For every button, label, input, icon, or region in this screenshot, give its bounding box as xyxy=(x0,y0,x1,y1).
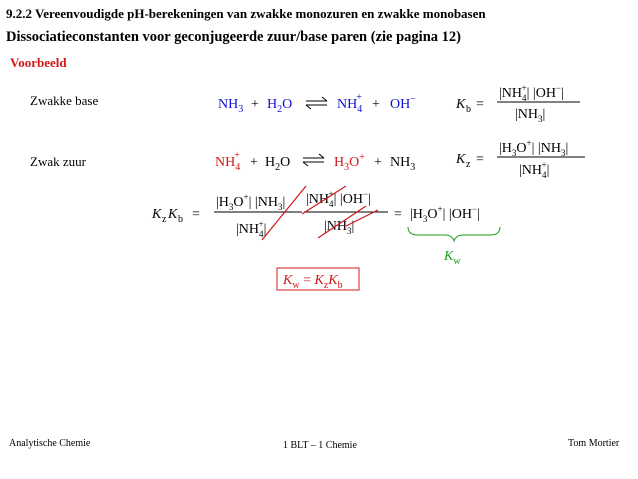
svg-text:H2O: $H_2O$ xyxy=(265,155,291,173)
section-title: 9.2.2 Vereenvoudigde pH-berekeningen van zwakke monozuren en zwakke monobasen xyxy=(6,6,486,21)
svg-text:|NH4+| |OH−|: $|NH_4+|$ |OH−| xyxy=(499,83,564,103)
kw-underbrace xyxy=(408,227,500,241)
svg-text:K: K xyxy=(168,207,178,222)
svg-text:|NH4+| |OH−|: $|NH_4+|$ |OH−| xyxy=(306,189,371,209)
svg-text:|NH3|: $|NH_3|$ xyxy=(324,219,355,236)
svg-text:|H3O+| |OH−|: $|H_3O^+|$ |OH−| xyxy=(410,204,480,224)
weak-acid-label: Zwak zuur xyxy=(30,154,86,169)
kw-label: $K_w$ xyxy=(444,249,461,267)
svg-text:|NH3|: $|NH_3|$ xyxy=(515,107,546,124)
svg-text:Kw = KzKb: $K_w = K_zK_b$ xyxy=(283,273,343,291)
section-subtitle: Dissociatieconstanten voor geconjugeerde zuur/base paren (zie pagina 12) xyxy=(6,29,461,45)
footer-program: 1 BLT – 1 Chemie xyxy=(283,440,357,451)
svg-text:|NH4+|: $|NH_4+|$ xyxy=(236,219,267,239)
svg-text:H2O: $H_2O$ xyxy=(267,97,293,115)
svg-text:NH3: $NH_3$ xyxy=(218,97,244,115)
svg-text:+: + xyxy=(251,97,259,112)
footer-course: Analytische Chemie xyxy=(9,438,91,449)
svg-text:|H3O+| |NH3|: $|H_3O^+|$ $|NH_3|$ xyxy=(216,192,286,212)
svg-text:NH4+: $NH_4+$ xyxy=(215,150,241,173)
example-label: Voorbeeld xyxy=(10,55,67,70)
kb-expression xyxy=(455,83,580,124)
svg-text:+: + xyxy=(374,155,382,170)
svg-text:H3O+: $H_3O^+$ xyxy=(334,152,365,173)
svg-text:OH−: OH− xyxy=(390,94,416,112)
base-equilibrium-equation xyxy=(218,92,416,115)
svg-text:=: = xyxy=(192,207,200,222)
svg-text:+: + xyxy=(372,97,380,112)
svg-text:|NH4+|: $|NH_4+|$ xyxy=(519,160,550,180)
kz-expression xyxy=(455,138,585,180)
svg-text:=: = xyxy=(476,152,484,167)
svg-text:=: = xyxy=(476,97,484,112)
equilibrium-arrow-icon xyxy=(306,97,327,109)
svg-text:b: b xyxy=(178,214,183,225)
svg-text:+: + xyxy=(250,155,258,170)
equilibrium-arrow-icon xyxy=(303,154,324,166)
svg-text:b: b xyxy=(466,104,471,115)
result-box xyxy=(277,268,359,291)
svg-text:NH4+: $NH_4+$ xyxy=(337,92,363,115)
svg-text:z: z xyxy=(466,159,471,170)
svg-text:z: z xyxy=(162,214,167,225)
svg-text:K: K xyxy=(456,152,466,167)
svg-text:K: K xyxy=(456,97,466,112)
footer-author: Tom Mortier xyxy=(568,438,620,449)
acid-equilibrium-equation xyxy=(215,150,415,173)
svg-text:NH3: $NH_3$ xyxy=(390,155,416,173)
kz-kb-product xyxy=(151,189,480,239)
svg-text:K: K xyxy=(152,207,162,222)
svg-text:|H3O+| |NH3|: $|H_3O^+|$ $|NH_3|$ xyxy=(499,138,569,158)
svg-text:=: = xyxy=(394,207,402,222)
weak-base-label: Zwakke base xyxy=(30,93,99,108)
